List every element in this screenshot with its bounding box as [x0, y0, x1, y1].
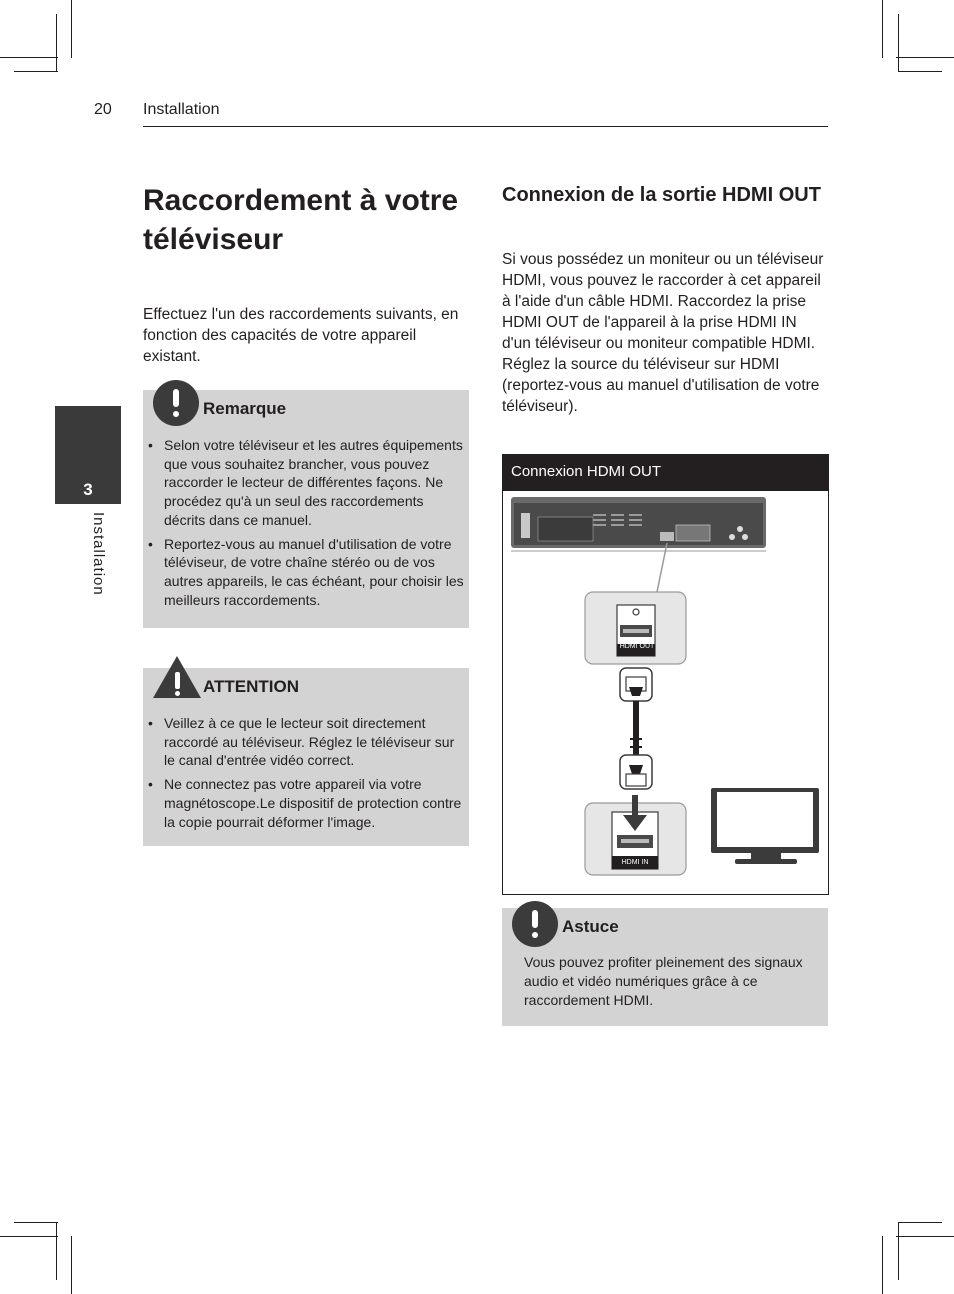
crop-mark — [898, 14, 899, 72]
crop-mark — [898, 1222, 942, 1223]
section-title: Connexion de la sortie HDMI OUT — [502, 184, 821, 206]
page-title: Raccordement à votre téléviseur — [143, 184, 459, 256]
tip-text: Vous pouvez profiter pleinement des signaux audio et vidéo numériques grâce à ce raccordement HDMI. — [524, 954, 803, 1008]
section-body — [502, 249, 828, 417]
crop-mark — [14, 1222, 58, 1223]
crop-mark — [14, 71, 58, 72]
header-rule — [143, 126, 828, 127]
caution-item: • Ne connectez pas votre appareil via votre magnétoscope.Le dispositif de protection contre la copie pourrait déformer l'image. — [143, 775, 465, 831]
body-paragraph: Si vous possédez un moniteur ou un téléviseur HDMI, vous pouvez le raccorder à cet appareil à l'aide d'un câble HDMI. Raccordez la prise HDMI OUT de l'appareil à la prise HDMI IN d'un téléviseur ou moniteur compatible HDMI. — [502, 251, 824, 352]
body-paragraph: Réglez la source du téléviseur sur HDMI (reportez-vous au manuel d'utilisation de votre téléviseur). — [502, 356, 820, 415]
crop-mark — [56, 14, 57, 72]
crop-mark — [896, 1236, 954, 1237]
intro-paragraph: Effectuez l'un des raccordements suivants, en fonction des capacités de votre appareil existant. — [143, 306, 459, 365]
crop-mark — [898, 71, 942, 72]
crop-mark — [898, 1222, 899, 1280]
crop-mark — [71, 0, 72, 58]
tip-title: Astuce — [562, 917, 619, 936]
crop-mark — [0, 1236, 58, 1237]
figure-caption: Connexion HDMI OUT — [503, 455, 828, 491]
warning-icon-dot — [175, 691, 180, 696]
hdmi-in-label: HDMI IN — [621, 859, 649, 866]
hdmi-cable — [620, 668, 652, 789]
crop-mark — [882, 1236, 883, 1294]
crop-mark — [0, 57, 58, 58]
chapter-label: Installation — [90, 512, 107, 596]
chapter-number: 3 — [83, 480, 93, 499]
hdmi-diagram — [503, 455, 828, 894]
caution-list — [143, 714, 465, 836]
player-rear-panel — [511, 497, 766, 551]
hdmi-figure — [502, 454, 829, 895]
crop-mark — [71, 1236, 72, 1294]
chapter-tab — [55, 406, 121, 504]
caution-box — [143, 668, 469, 846]
exclamation-icon — [512, 901, 558, 947]
tv-illustration — [711, 788, 819, 864]
hdmi-out-label: HDMI OUT — [619, 643, 655, 650]
page-number: 20 — [94, 101, 112, 118]
caution-title: ATTENTION — [203, 677, 300, 696]
warning-icon-mark — [175, 672, 180, 689]
caution-item: • Veillez à ce que le lecteur soit directement raccordé au téléviseur. Réglez le téléviseur sur le canal d'entrée vidéo correct. — [143, 714, 465, 770]
hdmi-out-callout — [585, 592, 686, 664]
exclamation-icon — [153, 380, 199, 426]
note-list — [143, 436, 465, 614]
note-box — [143, 390, 469, 628]
note-item: • Selon votre téléviseur et les autres équipements que vous souhaitez brancher, vous pouvez raccorder le lecteur de différentes façons. Ne procédez qu'à un seul des raccordements décrits dans ce manuel. — [143, 436, 465, 530]
note-title: Remarque — [203, 399, 287, 418]
crop-mark — [56, 1222, 57, 1280]
note-item: • Reportez-vous au manuel d'utilisation de votre téléviseur, de votre chaîne stéréo ou de vos autres appareils, le cas échéant, pour choisir les meilleurs raccordements. — [143, 535, 465, 610]
running-header: Installation — [143, 101, 220, 118]
crop-mark — [882, 0, 883, 58]
crop-mark — [896, 57, 954, 58]
